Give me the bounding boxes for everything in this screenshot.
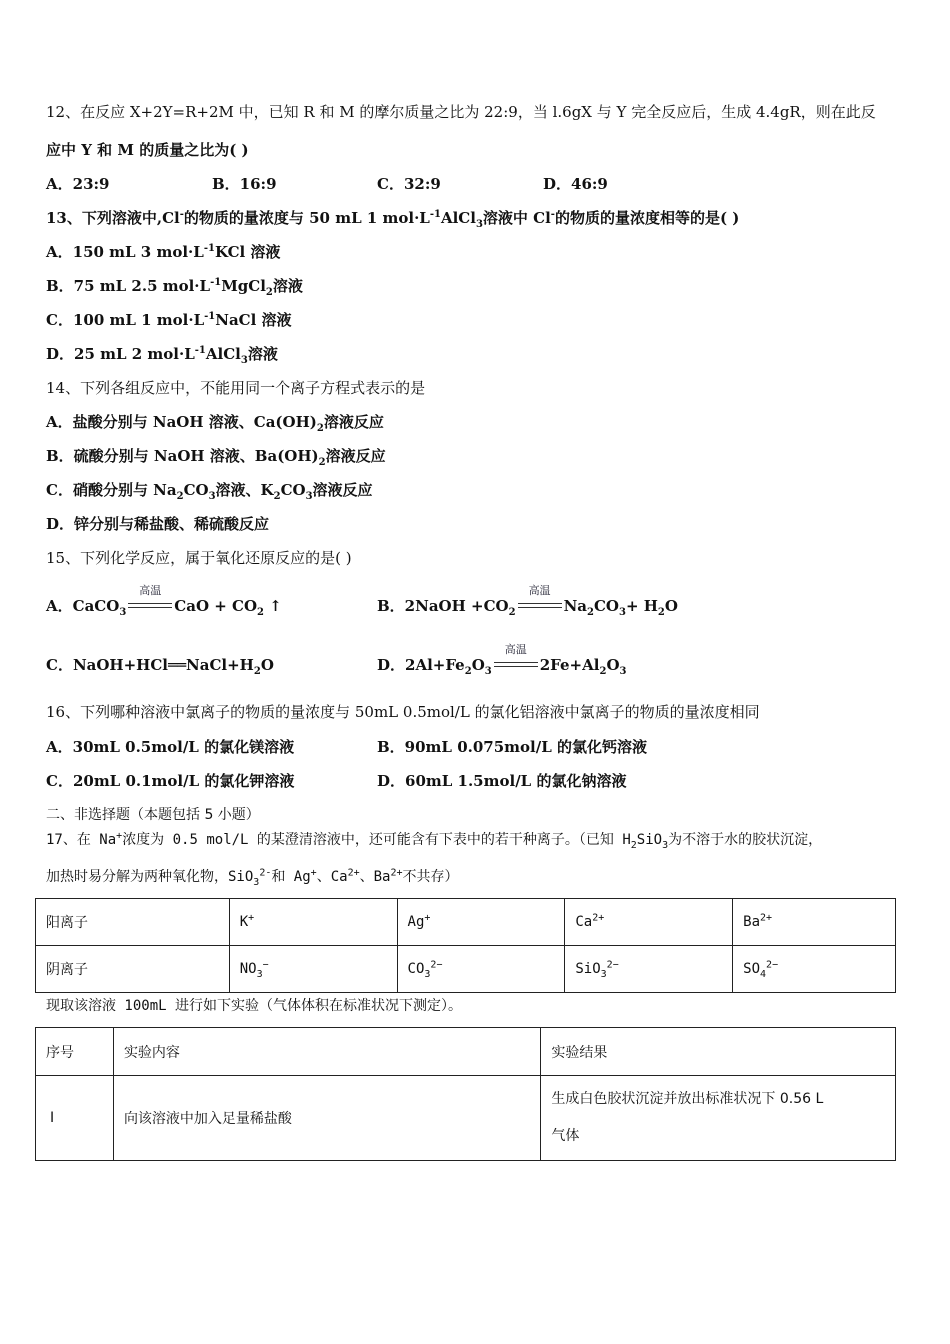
reaction-condition-arrow: 高温 bbox=[128, 597, 172, 617]
ion-cell: Ag+ bbox=[397, 899, 565, 946]
ion-cell: SiO$_3^{2-}$ bbox=[565, 946, 733, 993]
table-row bbox=[36, 946, 896, 993]
q15-option-b: B．2NaOH $+CO_2$ 高温 $Na_2CO_3+ H_2O$ bbox=[377, 584, 678, 618]
q13-option-a: A．150 mL 3 $mol\cdot L^{-1}KCl$ 溶液 bbox=[46, 243, 281, 261]
ion-cell: $NO_3^-$ bbox=[229, 946, 397, 993]
q16-stem: 16、下列哪种溶液中氯离子的物质的量浓度与 50mL 0.5mol/L 的氯化铝溶液中氯离子的物质的量浓度相同 bbox=[46, 703, 760, 721]
q13-option-d: D．25 mL 2 $mol\cdot L^{-1}AlCl_3$溶液 bbox=[46, 345, 278, 366]
ion-cell: $Ca^{2+}$ bbox=[565, 899, 733, 946]
q12-option-b: B．16:9 bbox=[212, 175, 277, 193]
q17-stem-line2: 加热时易分解为两种氧化物，SiO$_3^{2-}$和 Ag+、$Ca^{2+}$、$Ba^{2+}$不共存） bbox=[46, 867, 459, 888]
ion-cell: $CO_3^{2-}$ bbox=[397, 946, 565, 993]
anion-label: 阴离子 bbox=[36, 946, 230, 993]
q12-option-a: A．23:9 bbox=[46, 175, 110, 193]
q14-option-b: B．硫酸分别与 NaOH 溶液、$Ba(OH)_2$溶液反应 bbox=[46, 447, 386, 468]
table-row bbox=[36, 899, 896, 946]
q15-stem: 15、下列化学反应，属于氧化还原反应的是( ) bbox=[46, 549, 352, 567]
q16-option-a: A．30mL 0.5mol/L 的氯化镁溶液 bbox=[46, 738, 295, 756]
q14-option-d: D．锌分别与稀盐酸、稀硫酸反应 bbox=[46, 515, 270, 533]
q17-stem-line1: 17、在 Na+浓度为 0.5 mol/L 的某澄清溶液中，还可能含有下表中的若干种离子。（已知 $H_2SiO_3$为不溶于水的胶状沉淀， bbox=[46, 830, 823, 851]
table-row bbox=[36, 1076, 896, 1161]
reaction-condition-arrow: 高温 bbox=[518, 597, 562, 617]
ion-cell: $Ba^{2+}$ bbox=[733, 899, 896, 946]
row-content: 向该溶液中加入足量稀盐酸 bbox=[113, 1076, 540, 1161]
header-result: 实验结果 bbox=[541, 1028, 896, 1076]
q12-option-c: C．32:9 bbox=[377, 175, 441, 193]
header-content: 实验内容 bbox=[113, 1028, 540, 1076]
q14-option-a: A．盐酸分别与 NaOH 溶液、$Ca(OH)_2$溶液反应 bbox=[46, 413, 384, 434]
q17-stem-line3: 现取该溶液 100mL 进行如下实验（气体体积在标准状况下测定）。 bbox=[46, 998, 462, 1014]
section-heading: 二、非选择题（本题包括 5 小题） bbox=[46, 807, 260, 823]
row-index: Ⅰ bbox=[36, 1076, 114, 1161]
q12-stem-line1: 12、在反应 X+2Y=R+2M 中，已知 R 和 M 的摩尔质量之比为 22:9，当 l.6gX 与 Y 完全反应后，生成 4.4gR，则在此反 bbox=[46, 103, 876, 121]
row-result: 生成白色胶状沉淀并放出标准状况下 0.56 L 气体 bbox=[541, 1076, 896, 1161]
q16-option-d: D．60mL 1.5mol/L 的氯化钠溶液 bbox=[377, 772, 627, 790]
q16-option-c: C．20mL 0.1mol/L 的氯化钾溶液 bbox=[46, 772, 295, 790]
header-index: 序号 bbox=[36, 1028, 114, 1076]
ion-cell: K+ bbox=[229, 899, 397, 946]
ion-cell: $SO_4^{2-}$ bbox=[733, 946, 896, 993]
q13-option-c: C．100 mL 1 $mol\cdot L^{-1}NaCl$ 溶液 bbox=[46, 311, 292, 329]
q13-option-b: B．75 mL 2.5 $mol\cdot L^{-1}MgCl_2$溶液 bbox=[46, 277, 303, 298]
reaction-condition-arrow: 高温 bbox=[494, 656, 538, 676]
experiment-table bbox=[35, 1027, 896, 1161]
q14-stem: 14、下列各组反应中，不能用同一个离子方程式表示的是 bbox=[46, 379, 426, 397]
table-header-row bbox=[36, 1028, 896, 1076]
q15-option-a: A．CaCO$_3$ 高温 CaO + $CO_2$ ↑ bbox=[46, 584, 282, 618]
q12-stem-line2: 应中 Y 和 M 的质量之比为( ) bbox=[46, 141, 249, 159]
ion-table bbox=[35, 898, 896, 993]
q15-option-d: D．$2Al+Fe_2O_3$ 高温 $2Fe+Al_2O_3$ bbox=[377, 643, 627, 677]
q13-stem: 13、下列溶液中,Cl-的物质的量浓度与 50 mL 1 $mol\cdot L^{-1}AlCl_3$溶液中 Cl-的物质的量浓度相等的是( ) bbox=[46, 209, 740, 230]
q16-option-b: B．90mL 0.075mol/L 的氯化钙溶液 bbox=[377, 738, 647, 756]
cation-label: 阳离子 bbox=[36, 899, 230, 946]
q12-option-d: D．46:9 bbox=[543, 175, 608, 193]
q15-option-c: C．$NaOH+HCl══NaCl+H_2O$ bbox=[46, 656, 274, 677]
q14-option-c: C．硝酸分别与 $Na_2CO_3$溶液、$K_2CO_3$溶液反应 bbox=[46, 481, 373, 502]
